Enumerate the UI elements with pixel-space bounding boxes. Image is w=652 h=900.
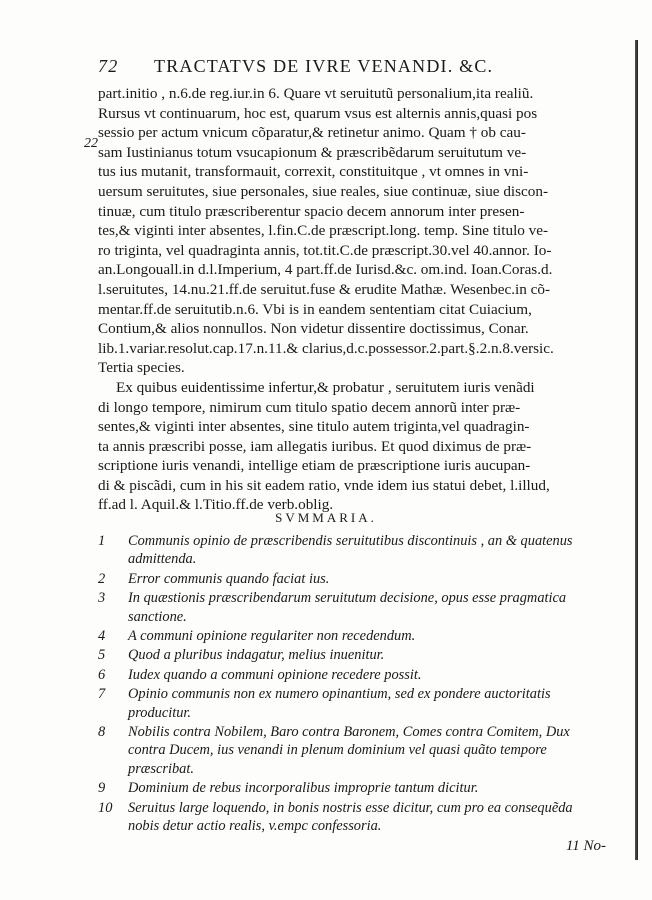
summary-item-number: 3 [98,590,106,607]
body-line: uersum seruitutes, siue personales, siue reales, siue continuæ, siue discon- [98,182,549,200]
body-line: Ex quibus euidentissime infertur,& probatur , seruitutem iuris venãdi [116,378,535,396]
body-line: sessio per actum vnicum cõparatur,& retinetur animo. Quam † ob cau- [98,124,526,142]
summary-item [98,570,590,588]
body-line: Contium,& alios nonnullos. Non videtur dissentire doctissimus, Conar. [98,320,529,338]
summary-heading: SVMMARIA. [275,510,377,525]
summary-item [98,685,590,722]
summary-item-text: In quæstionis præscribendarum seruitutum decisione, opus esse pragmatica sanctione. [128,590,567,625]
summary-item-text: Opinio communis non ex numero opinantium, sed ex pondere auctoritatis producitur. [128,686,551,721]
body-line: mentar.ff.de seruitutib.n.6. Vbi is in eandem sententiam citat Cuiacium, [98,300,532,318]
body-line: an.Longouall.in d.l.Imperium, 4 part.ff.de Iurisd.&c. om.ind. Ioan.Coras.d. [98,261,553,279]
margin-note-number: 22 [84,136,98,151]
summary-item-number: 4 [98,628,106,645]
body-line: di longo tempore, nimirum cum titulo spatio decem annorũ inter præ- [98,398,521,416]
summary-item-text: Seruitus large loquendo, in bonis nostris esse dicitur, cum pro ea consequẽda nobis detur actio realis, v.empc confessoria. [128,799,573,835]
body-line: lib.1.variar.resolut.cap.17.n.11.& clarius,d.c.possessor.2.part.§.2.n.8.versic. [98,339,554,357]
summary-item-text: Nobilis contra Nobilem, Baro contra Baronem, Comes contra Comitem, Dux contra Ducem, ius venandi in plenum dominium vel quasi quãto tempore præscribat. [128,724,570,777]
summary-item-number: 1 [98,533,106,549]
summary-item-text: Error communis quando faciat ius. [128,570,330,587]
summary-item-number: 8 [98,724,106,741]
body-line: ff.ad l. Aquil.& l.Titio.ff.de verb.oblig. [98,496,334,514]
body-line: Tertia species. [98,359,185,377]
body-text [98,84,590,515]
running-title: TRACTATVS DE IVRE VENANDI. &C. [154,56,494,76]
summary-item [98,627,590,645]
running-header [98,56,578,77]
summary-item-number: 5 [98,647,106,664]
body-line: di & piscãdi, cum in his sit eadem ratio, vnde idem ius statui debet, l.illud, [98,476,550,494]
summary-item-number: 2 [98,570,106,587]
body-line: part.initio , n.6.de reg.iur.in 6. Quare vt seruitutũ personalium,ita realiũ. [98,85,534,102]
body-line: tinuæ, cum titulo præscriberentur spacio decem annorum inter presen- [98,202,525,220]
summary-item [98,666,590,684]
summary-item-text: Dominium de rebus incorporalibus improprie tantum dicitur. [128,780,479,797]
body-line: ta annis præscribi posse, iam allegatis iuribus. Et quod diximus de præ- [98,437,532,455]
summary-item-number: 6 [98,666,106,683]
summary-item-text: Quod a pluribus indagatur, melius inuenitur. [128,647,385,664]
body-line: Rursus vt continuarum, hoc est, quarum vsus est alternis annis,quasi pos [98,104,538,122]
page-gutter-edge [635,40,638,860]
body-line: tus ius mutanit, transformauit, correxit, constituitque , vt omnes in vni- [98,163,529,181]
body-line: scriptione iuris venandi, intellige etiam de præscriptione iuris aucupan- [98,457,531,475]
summary-item [98,779,590,797]
summary-item-text: Communis opinio de præscribendis seruitutibus discontinuis , an & quatenus admittenda. [128,533,573,568]
body-line: sentes,& viginti inter absentes, sine titulo autem triginta,vel quadragin- [98,418,530,436]
summary-item [98,532,590,569]
summary-list [98,532,590,837]
page-number: 72 [98,56,119,76]
catchword: 11 No- [565,838,606,854]
summary-item [98,799,590,836]
summary-item-text: Iudex quando a communi opinione recedere possit. [128,666,422,683]
summary-item-number: 9 [98,780,106,797]
summary-item [98,646,590,664]
summary-item-number: 10 [98,799,113,816]
summary-item [98,723,590,778]
body-line: l.seruitutes, 14.nu.21.ff.de seruitut.fuse & erudite Mathæ. Wesenbec.in cõ- [98,280,551,298]
summary-item [98,589,590,626]
body-line: tes,& viginti inter absentes, l.fin.C.de præscript.long. temp. Sine titulo ve- [98,222,549,240]
summary-item-number: 7 [98,686,106,703]
summary-item-text: A communi opinione regulariter non recedendum. [128,628,416,645]
body-line: sam Iustinianus totum vsucapionum & præscribẽdarum seruitutum ve- [98,143,527,161]
body-line: ro triginta, vel quadraginta annis, tot.tit.C.de præscript.30.vel 40.annor. Io- [98,241,552,259]
